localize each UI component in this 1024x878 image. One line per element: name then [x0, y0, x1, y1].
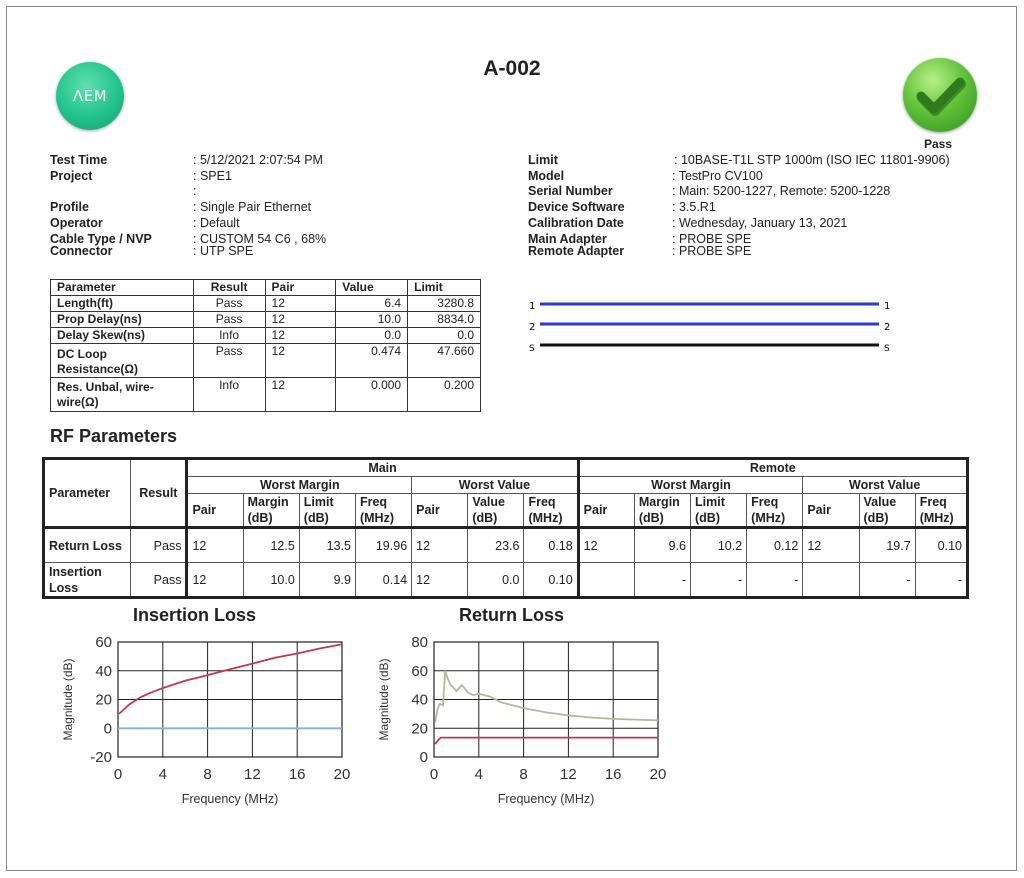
column-header: Value	[336, 280, 408, 296]
param-cell: Res. Unbal, wire-wire(Ω)	[51, 378, 194, 412]
limit-cell: 0.200	[408, 378, 481, 412]
table-row	[51, 296, 481, 312]
result-cell: Pass	[193, 312, 265, 328]
info-key: Profile	[50, 200, 89, 214]
wire-label-left: 1	[529, 301, 536, 312]
pair-cell: 12	[412, 563, 468, 598]
freq-cell: 0.14	[355, 563, 411, 598]
y-tick-label: 40	[95, 662, 112, 680]
wire-label-right: 1	[884, 301, 891, 312]
limit-cell: 8834.0	[408, 312, 481, 328]
x-tick-label: 20	[649, 766, 667, 783]
column-header: Freq (MHz)	[915, 494, 967, 528]
info-value: : 5/12/2021 2:07:54 PM	[193, 153, 323, 167]
column-header: Freq (MHz)	[355, 494, 411, 528]
result-cell: Pass	[131, 528, 187, 563]
info-key: Main Adapter	[528, 232, 607, 246]
wire-label-left: S	[529, 344, 535, 354]
param-cell: Delay Skew(ns)	[51, 328, 194, 344]
freq-cell: 0.12	[747, 528, 803, 563]
value-cell: 0.0	[468, 563, 524, 598]
column-header: Parameter	[51, 280, 194, 296]
value-cell: -	[859, 563, 915, 598]
freq-cell: -	[747, 563, 803, 598]
info-value: : PROBE SPE	[672, 244, 752, 258]
info-key: Calibration Date	[528, 216, 624, 230]
result-cell: Info	[193, 328, 265, 344]
value-cell: 19.7	[859, 528, 915, 563]
margin-cell: -	[634, 563, 690, 598]
result-cell: Pass	[193, 344, 265, 378]
pair-cell: 12	[412, 528, 468, 563]
limit-cell: 0.0	[408, 328, 481, 344]
pair-cell: 12	[265, 312, 336, 328]
value-cell: 0.0	[336, 328, 408, 344]
x-tick-label: 4	[158, 766, 167, 783]
info-value: : TestPro CV100	[672, 169, 763, 183]
info-key: Project	[50, 169, 93, 183]
info-value: : Wednesday, January 13, 2021	[672, 216, 848, 230]
limit-cell: 13.5	[299, 528, 355, 563]
info-key: Connector	[50, 244, 113, 258]
info-value: : PROBE SPE	[672, 232, 752, 246]
x-tick-label: 16	[288, 766, 306, 783]
margin-cell: 10.0	[243, 563, 299, 598]
y-axis-label: Magnitude (dB)	[377, 658, 391, 741]
value-cell: 0.474	[336, 344, 408, 378]
wire-label-right: 2	[884, 322, 891, 333]
info-key: Model	[528, 169, 565, 183]
column-header: Parameter	[44, 459, 131, 528]
column-header: Freq (MHz)	[747, 494, 803, 528]
column-header: Limit (dB)	[299, 494, 355, 528]
table-row	[44, 528, 968, 563]
x-tick-label: 0	[429, 766, 439, 783]
x-axis-label: Frequency (MHz)	[181, 792, 279, 806]
x-tick-label: 8	[203, 766, 212, 783]
freq-cell: 19.96	[355, 528, 411, 563]
info-value: :	[193, 184, 197, 198]
column-header: Limit	[408, 280, 481, 296]
series-line	[435, 738, 658, 745]
x-tick-label: 12	[244, 766, 261, 783]
result-cell: Pass	[131, 563, 187, 598]
column-header: Pair	[412, 494, 468, 528]
limit-cell: 10.2	[691, 528, 747, 563]
pair-cell: 12	[265, 344, 336, 378]
column-header: Pair	[265, 280, 336, 296]
insertion-loss-chart	[52, 630, 352, 840]
column-header: Freq (MHz)	[524, 494, 578, 528]
info-key: Operator	[50, 216, 103, 230]
result-cell: Info	[193, 378, 265, 412]
x-tick-label: 8	[519, 766, 528, 783]
column-header: Worst Value	[803, 477, 968, 494]
return-loss-chart-title: Return Loss	[459, 605, 565, 625]
info-key: Device Software	[528, 200, 625, 214]
info-value: : Single Pair Ethernet	[193, 200, 312, 214]
table-row	[51, 312, 481, 328]
value-cell: 0.000	[336, 378, 408, 412]
y-tick-label: 0	[103, 720, 112, 738]
table-row	[44, 563, 968, 598]
table-row	[51, 344, 481, 378]
pass-status-label: Pass	[924, 137, 953, 151]
info-key: Cable Type / NVP	[50, 232, 152, 246]
table-row	[51, 378, 481, 412]
column-header: Margin (dB)	[243, 494, 299, 528]
column-header: Pair	[187, 494, 243, 528]
x-tick-label: 16	[604, 766, 622, 783]
x-tick-label: 4	[474, 766, 483, 783]
table-row	[51, 328, 481, 344]
limit-cell: 3280.8	[408, 296, 481, 312]
column-header: Worst Margin	[187, 477, 412, 494]
aem-logo: ΛEM	[56, 62, 124, 130]
pair-cell: 12	[265, 296, 336, 312]
column-header: Worst Margin	[578, 477, 803, 494]
freq-cell: 0.10	[524, 563, 578, 598]
column-header: Limit (dB)	[691, 494, 747, 528]
column-header: Pair	[578, 494, 634, 528]
margin-cell: 12.5	[243, 528, 299, 563]
wire-label-left: 2	[529, 322, 536, 333]
y-tick-label: -20	[90, 749, 112, 766]
pair-cell	[803, 563, 859, 598]
param-cell: Prop Delay(ns)	[51, 312, 194, 328]
param-cell: DC Loop Resistance(Ω)	[51, 344, 194, 378]
y-tick-label: 0	[419, 749, 428, 766]
summary-table	[50, 279, 481, 412]
column-header: Result	[193, 280, 265, 296]
series-line	[119, 644, 342, 714]
y-axis-label: Magnitude (dB)	[61, 658, 75, 741]
rf-parameters-table	[42, 457, 969, 599]
pair-cell: 12	[187, 563, 243, 598]
column-header: Value (dB)	[468, 494, 524, 528]
rf-section-title: RF Parameters	[50, 426, 178, 446]
insertion-loss-chart-title: Insertion Loss	[133, 605, 257, 625]
pass-checkmark-icon	[903, 58, 977, 132]
info-key: Serial Number	[528, 184, 613, 198]
info-value: : UTP SPE	[193, 244, 254, 258]
return-loss-chart	[368, 630, 668, 840]
freq-cell: 0.18	[524, 528, 578, 563]
y-tick-label: 20	[95, 691, 112, 709]
y-tick-label: 60	[95, 634, 112, 651]
table-header-row	[51, 280, 481, 296]
column-header-main: Main	[187, 459, 578, 477]
info-value: : CUSTOM 54 C6 , 68%	[193, 232, 327, 246]
info-value: : 10BASE-T1L STP 1000m (ISO IEC 11801-9906)	[674, 153, 950, 167]
limit-cell: 9.9	[299, 563, 355, 598]
rf-header-row	[44, 459, 968, 477]
info-key: Remote Adapter	[528, 244, 625, 258]
info-value: : Main: 5200-1227, Remote: 5200-1228	[672, 184, 891, 198]
pair-cell: 12	[578, 528, 634, 563]
column-header: Result	[131, 459, 187, 528]
info-key: Test Time	[50, 153, 108, 167]
freq-cell: 0.10	[915, 528, 967, 563]
pair-cell: 12	[187, 528, 243, 563]
info-value: : Default	[193, 216, 240, 230]
series-line	[435, 671, 658, 723]
column-header: Margin (dB)	[634, 494, 690, 528]
limit-cell: 47.660	[408, 344, 481, 378]
report-title: A-002	[483, 57, 541, 80]
value-cell: 6.4	[336, 296, 408, 312]
x-tick-label: 12	[560, 766, 577, 783]
column-header: Pair	[803, 494, 859, 528]
x-axis-label: Frequency (MHz)	[497, 792, 595, 806]
y-tick-label: 80	[411, 634, 428, 651]
y-tick-label: 20	[411, 720, 428, 738]
column-header-remote: Remote	[578, 459, 967, 477]
limit-cell: -	[691, 563, 747, 598]
wiremap-diagram	[526, 295, 898, 355]
info-value: : 3.5.R1	[672, 200, 716, 214]
y-tick-label: 60	[411, 662, 428, 680]
info-value: : SPE1	[193, 169, 232, 183]
x-tick-label: 0	[113, 766, 123, 783]
pair-cell: 12	[265, 378, 336, 412]
y-tick-label: 40	[411, 691, 428, 709]
pair-cell: 12	[803, 528, 859, 563]
pair-cell	[578, 563, 634, 598]
result-cell: Pass	[193, 296, 265, 312]
wire-label-right: S	[884, 344, 890, 354]
value-cell: 10.0	[336, 312, 408, 328]
value-cell: 23.6	[468, 528, 524, 563]
param-cell: Return Loss	[44, 528, 131, 563]
column-header: Worst Value	[412, 477, 579, 494]
pair-cell: 12	[265, 328, 336, 344]
column-header: Value (dB)	[859, 494, 915, 528]
margin-cell: 9.6	[634, 528, 690, 563]
x-tick-label: 20	[333, 766, 351, 783]
param-cell: Length(ft)	[51, 296, 194, 312]
info-key: Limit	[528, 153, 558, 167]
param-cell: Insertion Loss	[44, 563, 131, 598]
freq-cell: -	[915, 563, 967, 598]
